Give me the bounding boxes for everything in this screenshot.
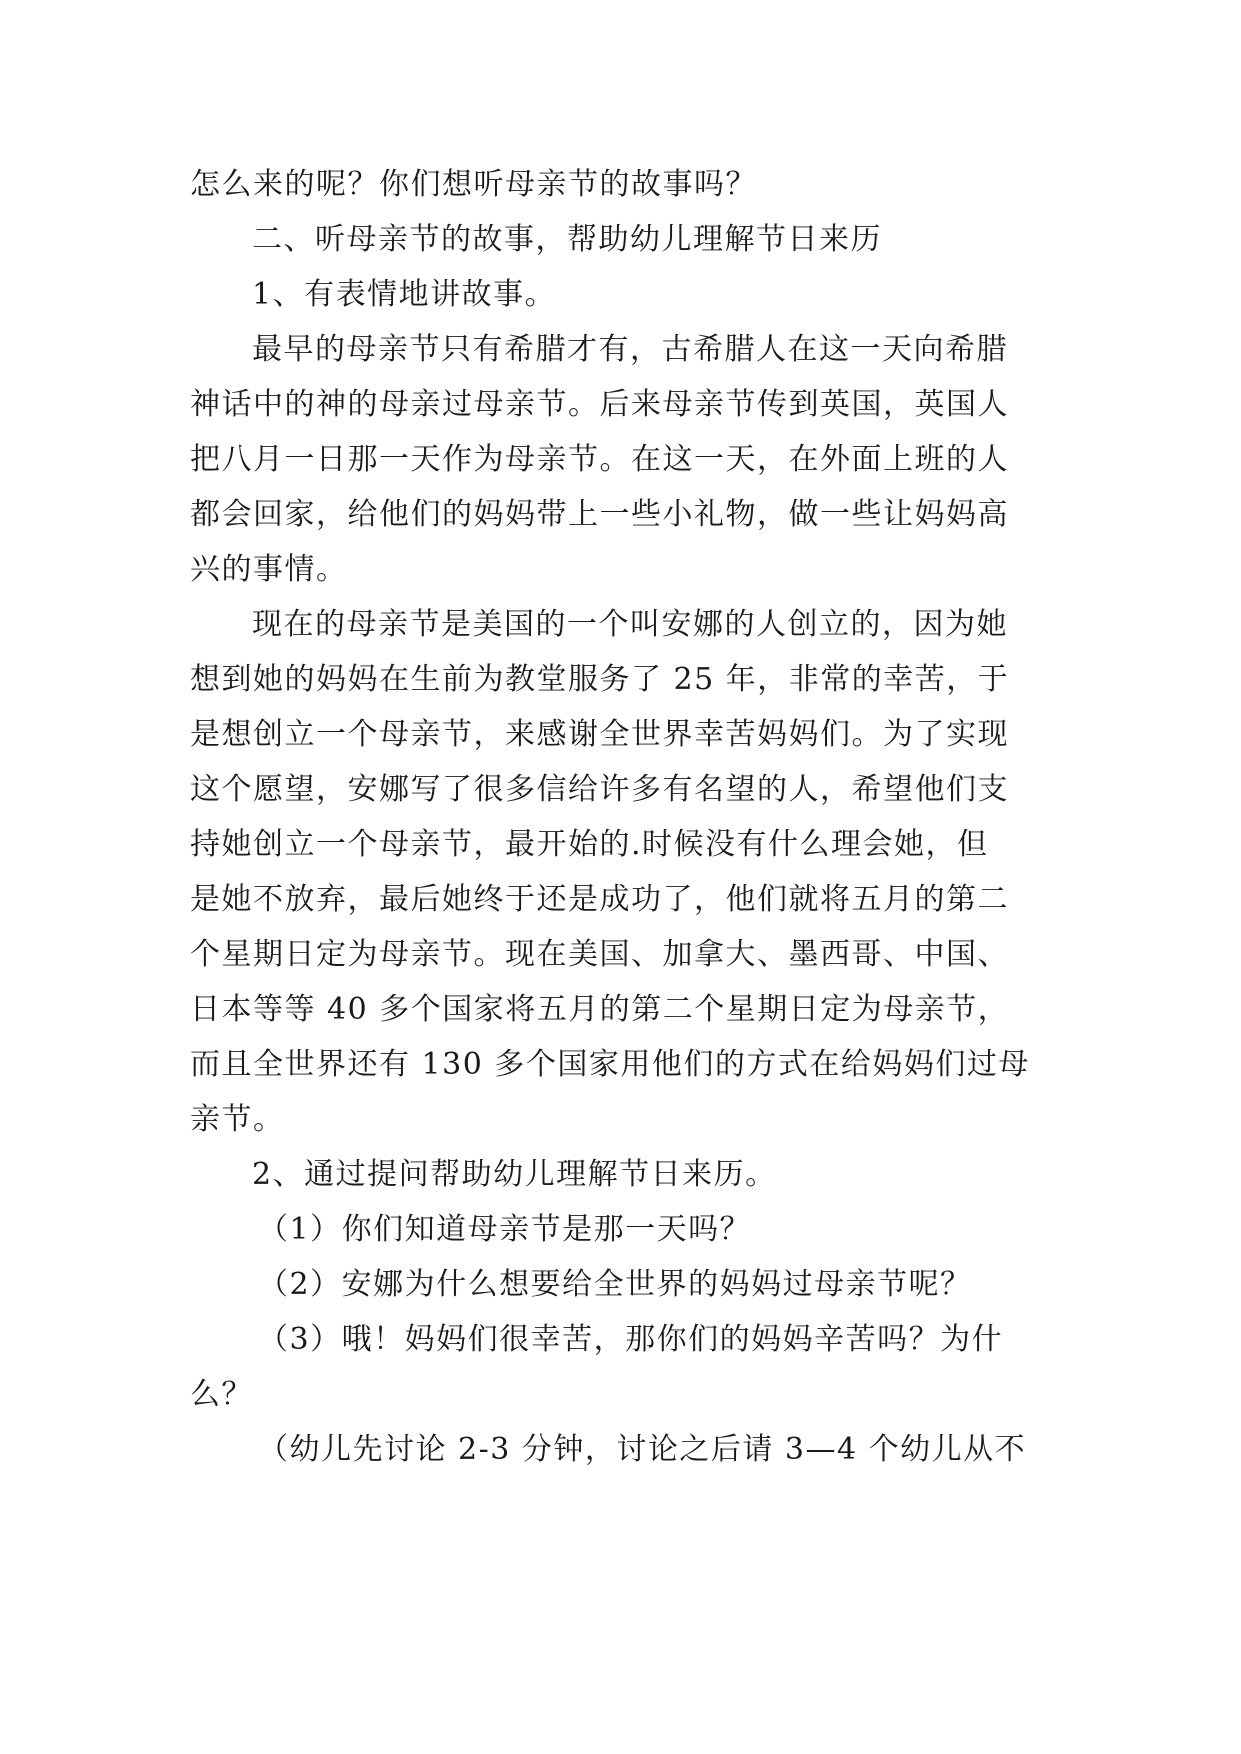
text-line: 现在的母亲节是美国的一个叫安娜的人创立的，因为她 bbox=[252, 607, 1008, 642]
question-item: （3）哦！妈妈们很幸苦，那你们的妈妈辛苦吗？为什 bbox=[258, 1322, 1004, 1357]
text-line: 持她创立一个母亲节，最开始的.时候没有什么理会她，但 bbox=[190, 827, 989, 862]
text-line: 想到她的妈妈在生前为教堂服务了 25 年，非常的幸苦，于 bbox=[190, 662, 1010, 697]
text-line: 兴的事情。 bbox=[190, 552, 348, 587]
text-line: 亲节。 bbox=[190, 1102, 285, 1137]
text-line: 都会回家，给他们的妈妈带上一些小礼物，做一些让妈妈高 bbox=[190, 497, 1009, 532]
text-line: 日本等等 40 多个国家将五月的第二个星期日定为母亲节， bbox=[190, 992, 1010, 1027]
question-item: （1）你们知道母亲节是那一天吗？ bbox=[258, 1212, 752, 1247]
text-line: 是想创立一个母亲节，来感谢全世界幸苦妈妈们。为了实现 bbox=[190, 717, 1009, 752]
text-line: 最早的母亲节只有希腊才有，古希腊人在这一天向希腊 bbox=[252, 332, 1008, 367]
text-line: 把八月一日那一天作为母亲节。在这一天，在外面上班的人 bbox=[190, 442, 1009, 477]
subsection-heading: 2、通过提问帮助幼儿理解节日来历。 bbox=[252, 1157, 777, 1192]
text-line: （幼儿先讨论 2-3 分钟，讨论之后请 3—4 个幼儿从不 bbox=[258, 1432, 1027, 1467]
document-body bbox=[190, 157, 1052, 1477]
text-line: 神话中的神的母亲过母亲节。后来母亲节传到英国，英国人 bbox=[190, 387, 1009, 422]
text-line: 这个愿望，安娜写了很多信给许多有名望的人，希望他们支 bbox=[190, 772, 1009, 807]
subsection-heading: 1、有表情地讲故事。 bbox=[252, 277, 557, 312]
question-item: （2）安娜为什么想要给全世界的妈妈过母亲节呢？ bbox=[258, 1267, 972, 1302]
text-line: 而且全世界还有 130 多个国家用他们的方式在给妈妈们过母 bbox=[190, 1047, 1030, 1082]
text-line: 么？ bbox=[190, 1377, 253, 1412]
text-line: 怎么来的呢？你们想听母亲节的故事吗？ bbox=[190, 167, 757, 202]
text-line: 是她不放弃，最后她终于还是成功了，他们就将五月的第二 bbox=[190, 882, 1009, 917]
section-heading: 二、听母亲节的故事，帮助幼儿理解节日来历 bbox=[252, 222, 882, 257]
text-line: 个星期日定为母亲节。现在美国、加拿大、墨西哥、中国、 bbox=[190, 937, 1009, 972]
